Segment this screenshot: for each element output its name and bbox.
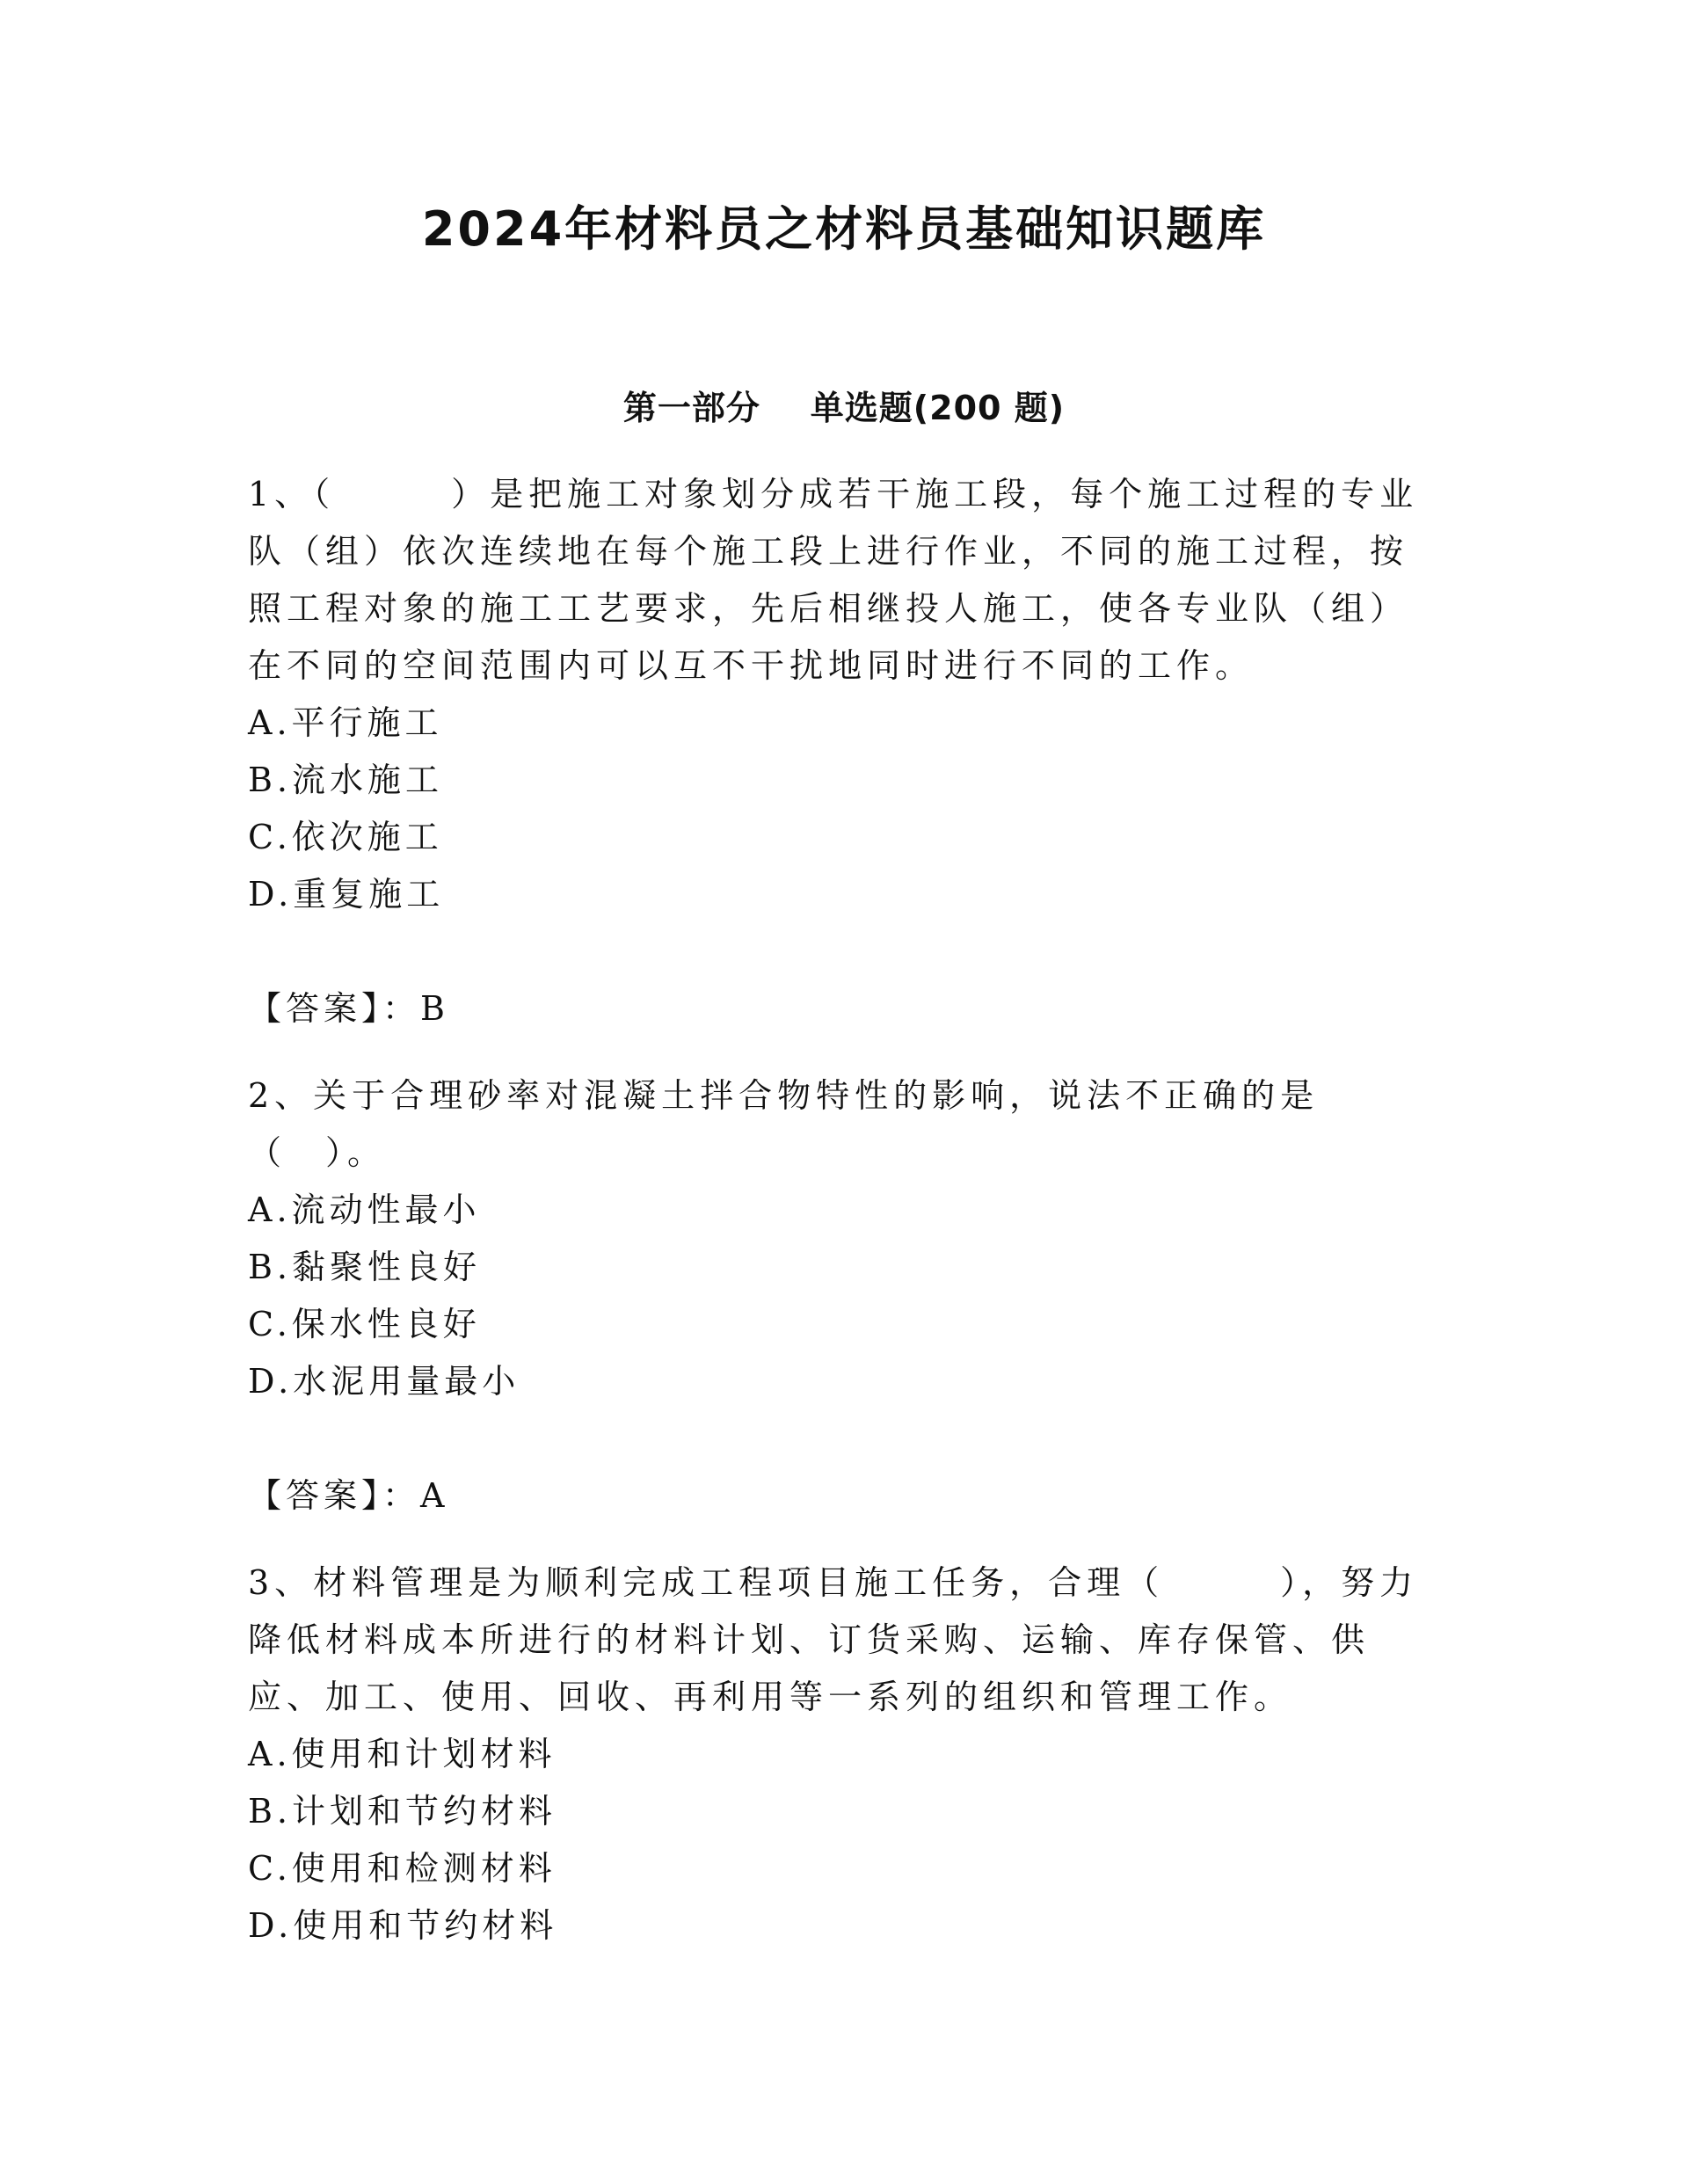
question-list bbox=[248, 466, 1426, 1955]
answer-value: A bbox=[420, 1476, 449, 1515]
question-1-option-a: A.平行施工 bbox=[248, 703, 443, 742]
section-title: 第一部分 单选题(200 题) bbox=[622, 389, 1066, 427]
question-3-option-d: D.使用和节约材料 bbox=[248, 1906, 558, 1945]
question-1 bbox=[248, 466, 1426, 1037]
question-2-option-c: C.保水性良好 bbox=[248, 1305, 481, 1343]
question-2-option-a: A.流动性最小 bbox=[248, 1190, 481, 1229]
question-2 bbox=[248, 1067, 1426, 1525]
question-3-option-a: A.使用和计划材料 bbox=[248, 1735, 557, 1773]
question-2-option-b: B.黏聚性良好 bbox=[248, 1248, 482, 1286]
question-3-option-c: C.使用和检测材料 bbox=[248, 1849, 557, 1888]
answer-label: 【答案】： bbox=[248, 989, 421, 1028]
question-3 bbox=[248, 1554, 1426, 1955]
question-3-option-b: B.计划和节约材料 bbox=[248, 1792, 557, 1831]
question-1-text: 1、（ ）是把施工对象划分成若干施工段，每个施工过程的专业队（组）依次连续地在每个施工段上进行作业，不同的施工过程，按照工程对象的施工工艺要求，先后相继投人施工，使各专业队（组）在不同的空间范围内可以互不干扰地同时进行不同的工作。 bbox=[248, 475, 1419, 685]
question-1-option-d: D.重复施工 bbox=[248, 875, 445, 914]
document-title: 2024年材料员之材料员基础知识题库 bbox=[421, 201, 1267, 257]
question-2-text: 2、关于合理砂率对混凝土拌合物特性的影响，说法不正确的是（ ）。 bbox=[248, 1076, 1320, 1172]
question-2-option-d: D.水泥用量最小 bbox=[248, 1362, 520, 1401]
question-3-text: 3、材料管理是为顺利完成工程项目施工任务，合理（ ），努力降低材料成本所进行的材料计划、订货采购、运输、库存保管、供应、加工、使用、回收、再利用等一系列的组织和管理工作。 bbox=[248, 1563, 1419, 1716]
question-1-answer bbox=[248, 980, 1426, 1037]
question-1-option-c: C.依次施工 bbox=[248, 818, 443, 856]
answer-label: 【答案】： bbox=[248, 1476, 421, 1515]
question-1-option-b: B.流水施工 bbox=[248, 761, 444, 799]
question-2-answer bbox=[248, 1467, 1426, 1525]
answer-value: B bbox=[420, 989, 449, 1028]
